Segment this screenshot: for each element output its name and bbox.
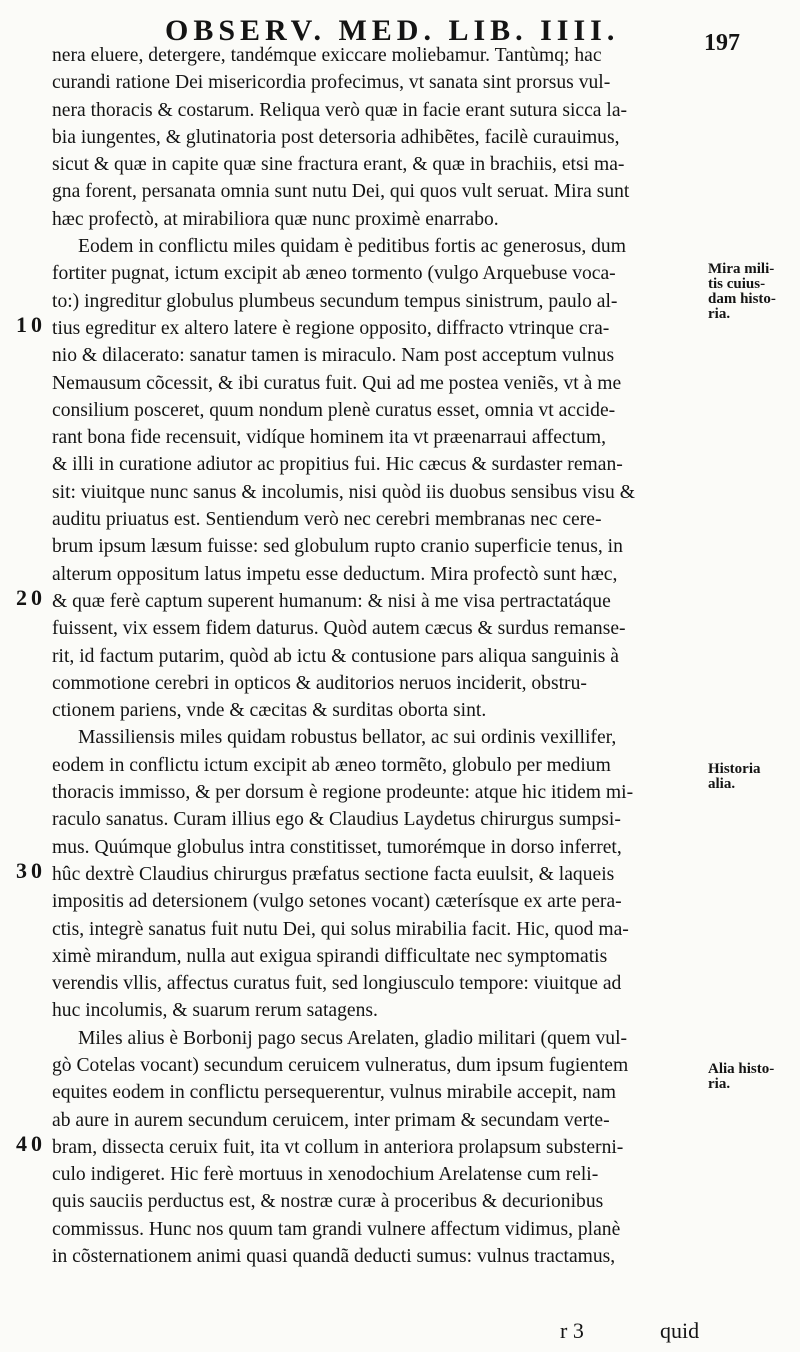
margin-note: [708, 262, 800, 322]
text-line: ximè mirandum, nulla aut exigua spirandi difficultate nec symptomatis: [52, 945, 608, 967]
text-line: thoracis immisso, & per dorsum è regione prodeunte: atque hic itidem mi-: [52, 782, 634, 804]
text-line: fortiter pugnat, ictum excipit ab æneo tormento (vulgo Arquebuse voca-: [52, 263, 616, 285]
line-number: 40: [16, 1131, 46, 1156]
text-line: mus. Quúmque globulus intra constitisset, tumorémque in dorso inferret,: [52, 836, 622, 858]
text-line: sicut & quæ in capite quæ sine fractura erant, & quæ in brachiis, etsi ma-: [52, 154, 625, 176]
text-line: bia iungentes, & glutinatoria post detersoria adhibẽtes, facilè curauimus,: [52, 126, 620, 148]
text-line: Nemausum cõcessit, & ibi curatus fuit. Qui ad me postea veniẽs, vt à me: [52, 372, 622, 394]
text-line: nera eluere, detergere, tandémque exiccare moliebamur. Tantùmq; hac: [52, 45, 602, 66]
text-line: equites eodem in conflictu persequerentur, vulnus mirabile accepit, nam: [52, 1082, 616, 1104]
text-line: nio & dilacerato: sanatur tamen is miraculo. Nam post acceptum vulnus: [52, 345, 615, 367]
text-line: ctis, integrè sanatus fuit nutu Dei, qui solus mirabilia facit. Hic, quod ma-: [52, 918, 629, 940]
catchword: quid: [660, 1318, 700, 1343]
bleed-through-mark: [730, 152, 733, 168]
text-line: to:) ingreditur globulus plumbeus secundum tempus sinistrum, paulo al-: [52, 290, 618, 312]
margin-note: [708, 762, 800, 792]
text-line: sit: viuitque nunc sanus & incolumis, nisi quòd iis duobus sensibus visu &: [52, 481, 635, 503]
margin-note-text: Mira mili- tis cuius- dam histo- ria.: [708, 261, 776, 322]
signature-mark: r 3: [560, 1318, 584, 1343]
text-line: curandi ratione Dei misericordia profecimus, vt sanata sint prorsus vul-: [52, 72, 611, 94]
text-line: tius egreditur ex altero latere è regione opposito, diffracto vtrinque cra-: [52, 317, 610, 339]
page-number: 197: [704, 30, 740, 56]
text-line: & illi in curatione adiutor ac propitius fui. Hic cæcus & surdaster reman-: [52, 454, 623, 476]
text-line: culo indigeret. Hic ferè mortuus in xenodochium Arelatense cum reli-: [52, 1164, 599, 1186]
text-line: & quæ ferè captum superent humanum: & nisi à me visa pertractatáque: [52, 590, 611, 612]
text-line: eodem in conflictu ictum excipit ab æneo tormẽto, globulo per medium: [52, 754, 611, 776]
paragraph-start-line: Eodem in conflictu miles quidam è peditibus fortis ac generosus, dum: [78, 236, 626, 258]
text-line: ab aure in aurem secundum ceruicem, inter primam & secundam verte-: [52, 1109, 610, 1131]
line-number: 10: [16, 312, 46, 337]
text-line: rit, id factum putarim, quòd ab ictu & contusione pars aliqua sanguinis à: [52, 645, 620, 667]
margin-note-text: Historia alia.: [708, 761, 761, 792]
text-line: consilium posceret, quum nondum plenè curatus esset, omnia vt accide-: [52, 399, 616, 421]
margin-note: [708, 1062, 800, 1092]
text-line: gna forent, persanata omnia sunt nutu Dei, qui quos vult seruat. Mira sunt: [52, 181, 630, 203]
paragraph-start-line: Miles alius è Borbonij pago secus Arelaten, gladio militari (quem vul-: [78, 1027, 628, 1049]
text-line: impositis ad detersionem (vulgo setones vocant) cæterísque ex arte pera-: [52, 891, 622, 913]
text-line: nera thoracis & costarum. Reliqua verò quæ in facie erant sutura sicca la-: [52, 99, 628, 121]
text-line: gò Cotelas vocant) secundum ceruicem vulneratus, dum ipsum fugientem: [52, 1054, 629, 1076]
text-line: hûc dextrè Claudius chirurgus præfatus sectione facta euulsit, & laqueis: [52, 863, 615, 885]
running-title: OBSERV. MED. LIB. IIII.: [165, 14, 620, 47]
line-number: 30: [16, 858, 46, 883]
margin-note-text: Alia histo- ria.: [708, 1061, 775, 1092]
text-line: verendis vllis, affectus curatus fuit, sed longiusculo tempore: viuitque ad: [52, 973, 622, 995]
text-line: fuissent, vix essem fidem daturus. Quòd autem cæcus & surdus remanse-: [52, 618, 626, 640]
text-line: huc incolumis, & suarum rerum satagens.: [52, 1000, 378, 1022]
text-line: raculo sanatus. Curam illius ego & Claudius Laydetus chirurgus sumpsi-: [52, 809, 621, 831]
text-line: in cõsternationem animi quasi quandã deducti sumus: vulnus tractamus,: [52, 1246, 616, 1268]
text-line: auditu priuatus est. Sentiendum verò nec cerebri membranas nec cere-: [52, 509, 602, 531]
text-line: commotione cerebri in opticos & auditorios neruos inciderit, obstru-: [52, 672, 587, 694]
text-line: brum ipsum læsum fuisse: sed globulum rupto cranio superficie tenus, in: [52, 536, 623, 558]
text-line: commissus. Hunc nos quum tam grandi vulnere affectum vidimus, planè: [52, 1218, 621, 1240]
text-line: rant bona fide recensuit, vidíque hominem ita vt præenarraui affectum,: [52, 427, 607, 449]
text-line: quis sauciis perductus est, & nostræ curæ à proceribus & decurionibus: [52, 1191, 604, 1213]
text-line: ctionem pariens, vnde & cæcitas & surditas oborta sint.: [52, 700, 487, 722]
text-line: bram, dissecta ceruix fuit, ita vt collum in anteriora prolapsum substerni-: [52, 1136, 624, 1158]
text-line: hæc profectò, at mirabiliora quæ nunc proximè enarrabo.: [52, 208, 499, 230]
paragraph-start-line: Massiliensis miles quidam robustus bellator, ac sui ordinis vexillifer,: [78, 727, 617, 749]
body-text: [52, 42, 712, 1270]
text-line: alterum oppositum latus impetu esse deductum. Mira profectò sunt hæc,: [52, 563, 618, 585]
line-number: 20: [16, 585, 46, 610]
